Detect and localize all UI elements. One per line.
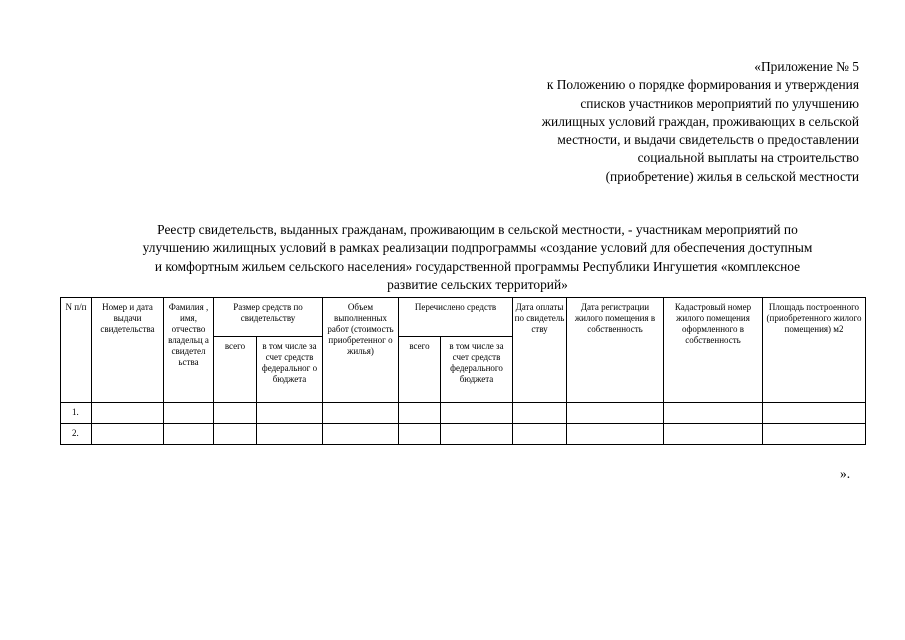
table-cell xyxy=(664,424,763,445)
table-cell xyxy=(441,403,513,424)
appendix-line: списков участников мероприятий по улучшению xyxy=(580,95,859,111)
header-cert-amount-total: всего xyxy=(214,337,257,403)
header-transferred-total: всего xyxy=(399,337,441,403)
title-line: улучшению жилищных условий в рамках реализации подпрограммы «создание условий для обеспечения доступным xyxy=(142,240,813,256)
header-cert-number-date: Номер и дата выдачи свидетельства xyxy=(92,298,164,403)
header-cert-amount: Размер средств по свидетельству xyxy=(214,298,323,337)
table-cell xyxy=(664,403,763,424)
header-cert-amount-federal: в том числе за счет средств федеральног о бюджета xyxy=(257,337,323,403)
header-transferred: Перечислено средств xyxy=(399,298,513,337)
table-cell xyxy=(441,424,513,445)
table-cell xyxy=(257,403,323,424)
title-line: развитие сельских территорий» xyxy=(387,276,568,292)
header-transferred-federal: в том числе за счет средств федерального бюджета xyxy=(441,337,513,403)
row-num: 1. xyxy=(61,403,92,424)
table-cell xyxy=(164,424,214,445)
appendix-line: (приобретение) жилья в сельской местности xyxy=(605,168,859,184)
table-cell xyxy=(763,424,866,445)
row-num: 2. xyxy=(61,424,92,445)
appendix-line: местности, и выдачи свидетельств о предоставлении xyxy=(557,132,859,148)
table-header-row xyxy=(61,298,866,337)
document-title xyxy=(90,221,865,294)
table-row xyxy=(61,403,866,424)
table-cell xyxy=(567,403,664,424)
table-cell xyxy=(92,403,164,424)
appendix-line: жилищных условий граждан, проживающих в сельской xyxy=(541,113,859,129)
closing-quote: ». xyxy=(840,466,851,481)
header-work-volume: Объем выполненных работ (стоимость приобретенног о жилья) xyxy=(323,298,399,403)
header-num: N п/п xyxy=(61,298,92,403)
header-owner-name: Фамилия , имя, отчество владельц а свидетел ьства xyxy=(164,298,214,403)
table-cell xyxy=(513,424,567,445)
title-line: и комфортным жильем сельского населения» государственной программы Республики Ингушетия «комплексное xyxy=(154,258,801,274)
appendix-line: социальной выплаты на строительство xyxy=(637,150,859,166)
table-cell xyxy=(323,403,399,424)
table-cell xyxy=(513,403,567,424)
header-area: Площадь построенного (приобретенного жилого помещения) м2 xyxy=(763,298,866,403)
table-row xyxy=(61,424,866,445)
table-cell xyxy=(399,424,441,445)
appendix-line: к Положению о порядке формирования и утверждения xyxy=(546,77,859,93)
appendix-header xyxy=(419,58,859,186)
header-payment-date: Дата оплаты по свидетель ству xyxy=(513,298,567,403)
table-cell xyxy=(567,424,664,445)
table-cell xyxy=(399,403,441,424)
appendix-line: «Приложение № 5 xyxy=(754,59,859,74)
registry-table xyxy=(60,297,866,445)
header-cadastral-number: Кадастровый номер жилого помещения оформленного в собственность xyxy=(664,298,763,403)
table-cell xyxy=(214,403,257,424)
table-cell xyxy=(214,424,257,445)
table-cell xyxy=(164,403,214,424)
header-registration-date: Дата регистрации жилого помещения в собственность xyxy=(567,298,664,403)
table-cell xyxy=(323,424,399,445)
table-cell xyxy=(92,424,164,445)
table-cell xyxy=(257,424,323,445)
table-cell xyxy=(763,403,866,424)
title-line: Реестр свидетельств, выданных гражданам, проживающим в сельской местности, - участникам мероприятий по xyxy=(157,222,798,237)
